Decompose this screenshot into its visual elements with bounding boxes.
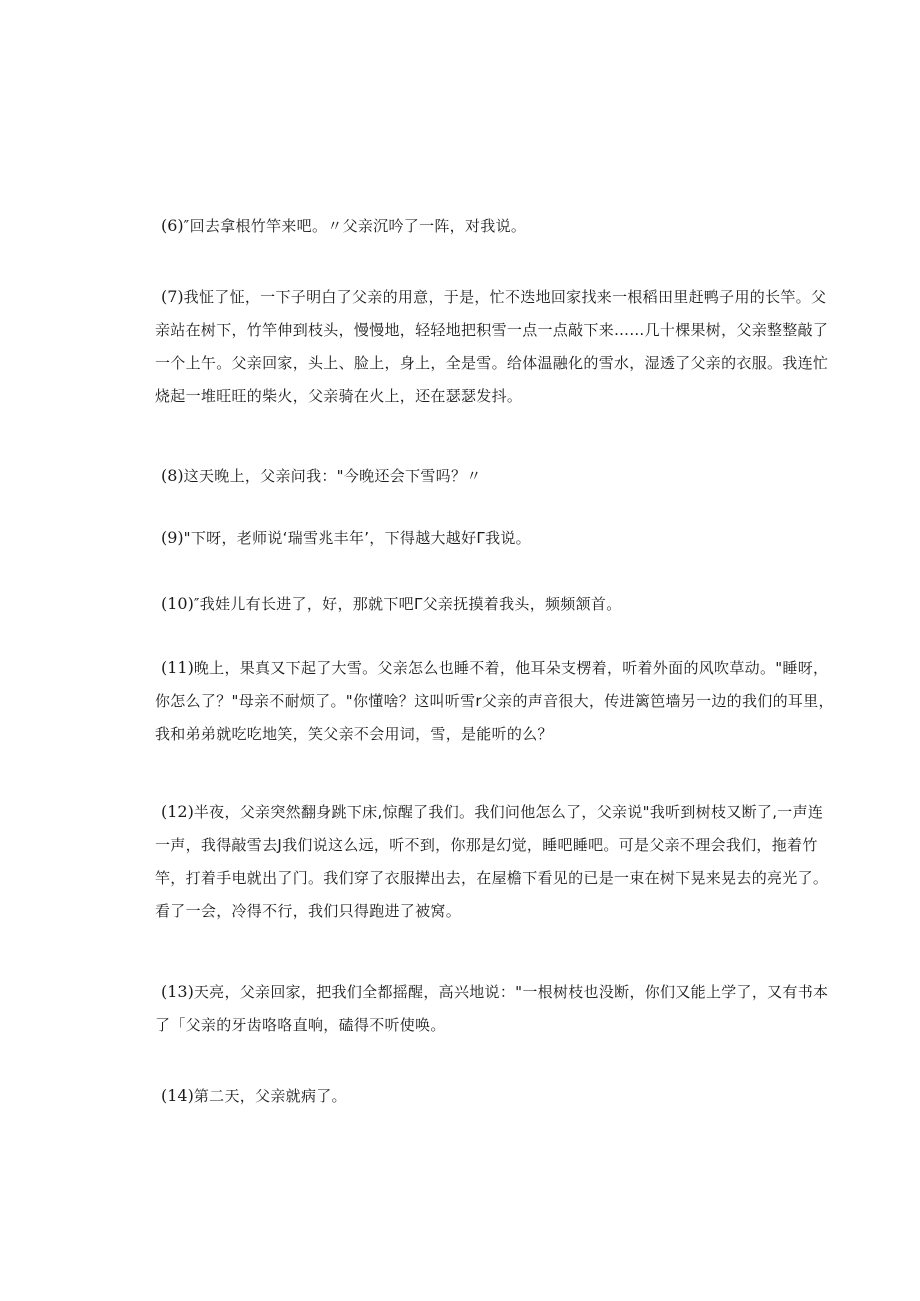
paragraph-text: ″我娃儿有长进了，好，那就下吧Γ父亲抚摸着我头，频频颔首。 [193, 595, 622, 613]
paragraph-12 [155, 795, 835, 928]
paragraph-number: (12) [161, 802, 194, 821]
paragraph-10 [155, 587, 835, 621]
paragraph-14 [155, 1079, 835, 1113]
paragraph-11 [155, 651, 835, 751]
paragraph-number: (14) [161, 1086, 194, 1105]
paragraph-number: (11) [161, 658, 194, 677]
paragraph-9 [155, 521, 835, 555]
paragraph-number: (8) [161, 466, 184, 485]
paragraph-text: 我怔了怔，一下子明白了父亲的用意，于是，忙不迭地回家找来一根稻田里赶鸭子用的长竿。父亲站在树下，竹竿伸到枝头，慢慢地，轻轻地把积雪一点一点敲下来……几十棵果树，父亲整整敲了一个上午。父亲回家，头上、脸上，身上，全是雪。给体温融化的雪水，湿透了父亲的衣服。我连忙烧起一堆旺旺的柴火，父亲骑在火上，还在瑟瑟发抖。 [155, 288, 829, 405]
paragraph-text: 天亮，父亲回家，把我们全都摇醒，高兴地说："一根树枝也没断，你们又能上学了，又有书本了「父亲的牙齿咯咯直响，磕得不听使唤。 [155, 983, 829, 1034]
paragraph-13 [155, 975, 835, 1042]
paragraph-number: (6) [161, 216, 184, 235]
paragraph-text: "下呀，老师说‘瑞雪兆丰年’，下得越大越好Γ我说。 [183, 529, 531, 547]
paragraph-7 [155, 280, 835, 413]
paragraph-text: 半夜，父亲突然翻身跳下床,惊醒了我们。我们问他怎么了，父亲说"我听到树枝又断了,一声连一声，我得敲雪去J我们说这么远，听不到，你那是幻觉，睡吧睡吧。可是父亲不理会我们，拖着竹竿，打着手电就出了门。我们穿了衣服撵出去，在屋檐下看见的已是一束在树下晃来晃去的亮光了。看了一会，冷得不行，我们只得跑进了被窝。 [155, 803, 829, 920]
paragraph-8 [155, 459, 835, 493]
paragraph-text: 这天晚上，父亲问我："今晚还会下雪吗？〃 [183, 467, 482, 485]
paragraph-number: (9) [161, 528, 184, 547]
paragraph-number: (7) [161, 287, 184, 306]
paragraph-6 [155, 209, 835, 243]
paragraph-text: 第二天，父亲就病了。 [193, 1087, 347, 1105]
paragraph-number: (10) [161, 594, 194, 613]
paragraph-number: (13) [161, 982, 194, 1001]
paragraph-text: 晚上，果真又下起了大雪。父亲怎么也睡不着，他耳朵支楞着，听着外面的风吹草动。"睡呀，你怎么了？"母亲不耐烦了。"你懂啥？这叫听雪r父亲的声音很大，传进篱笆墙另一边的我们的耳里，我和弟弟就吃吃地笑，笑父亲不会用词，雪，是能听的么？ [155, 659, 834, 743]
paragraph-text: ″回去拿根竹竿来吧。〃父亲沉吟了一阵，对我说。 [183, 217, 527, 235]
